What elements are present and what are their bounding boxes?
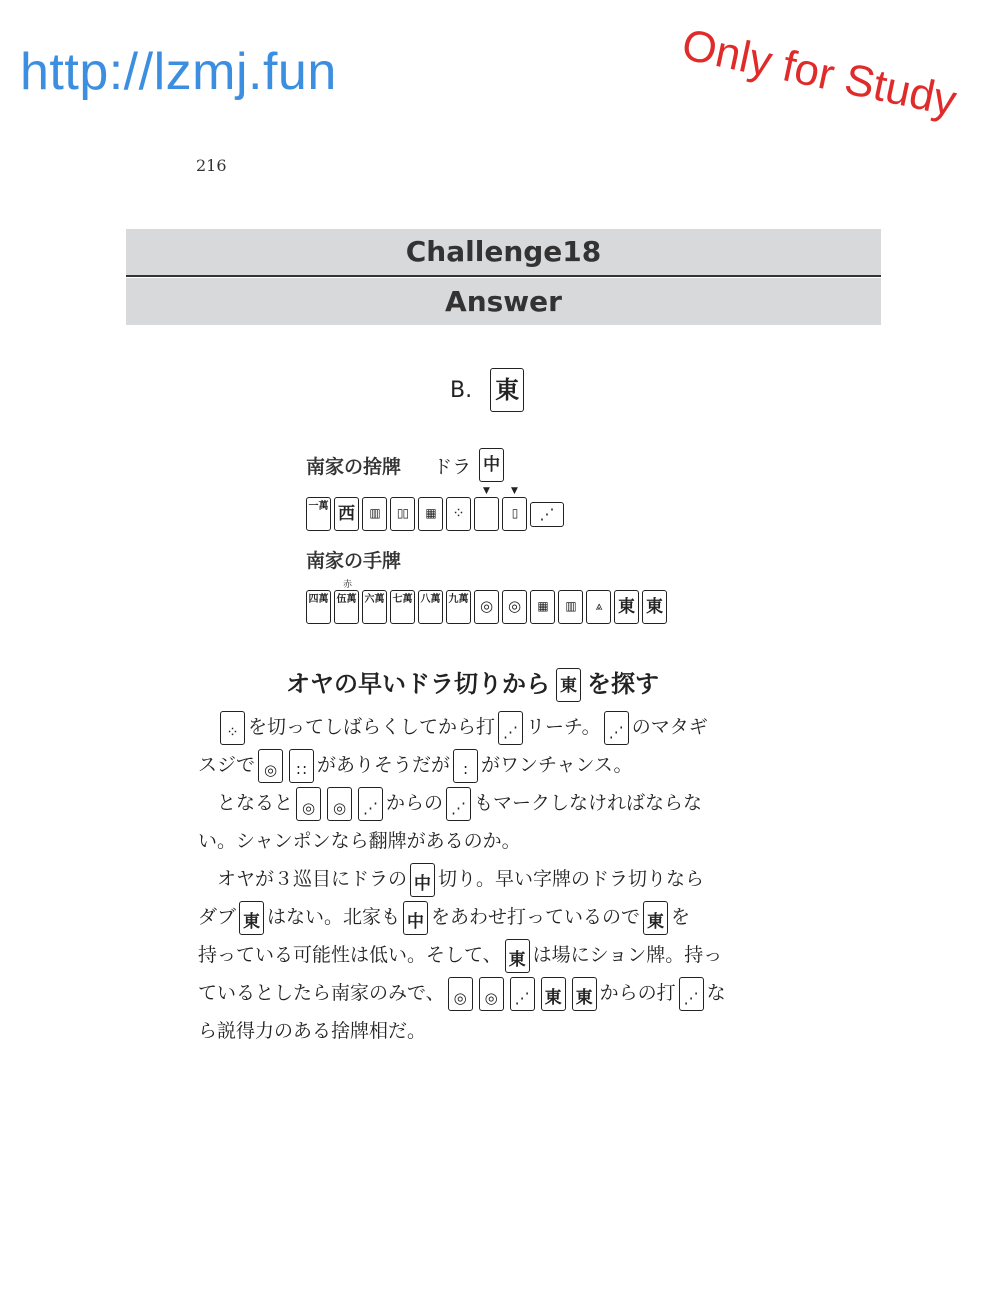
watermark-url: http://lzmj.fun <box>20 43 337 101</box>
body-text <box>198 708 788 1050</box>
paragraph-2: となると ◎ ◎ ⋰ からの ⋰ もマークしなければならな い。シャンポンなら翻牌があるのか。 <box>198 784 788 860</box>
dora-label: ドラ <box>433 455 472 478</box>
tile-red-dragon: 中 <box>403 901 428 935</box>
tile-east: 東 <box>505 939 530 973</box>
answer-line <box>450 368 524 412</box>
page-number: 216 <box>196 156 227 175</box>
challenge-banner: Challenge18 <box>126 229 881 277</box>
tile-4-man: 四萬 <box>306 590 331 624</box>
answer-banner: Answer <box>126 278 881 325</box>
tile-9-man: 九萬 <box>446 590 471 624</box>
tile-1-pin: ◎ <box>448 977 473 1011</box>
tile-4-pin: ∷ <box>289 749 314 783</box>
tile-1-man: 一萬 <box>306 497 331 531</box>
tile-east: 東 <box>239 901 264 935</box>
tile-5-pin: ⁘ <box>220 711 245 745</box>
tile-3-pin: ⋰ <box>358 787 383 821</box>
tile-east: 東 <box>642 590 667 624</box>
tile-east: 東 <box>572 977 597 1011</box>
tile-7-man: 七萬 <box>390 590 415 624</box>
paragraph-3: オヤが３巡目にドラの 中 切り。早い字牌のドラ切りなら ダブ 東 はない。北家も 中 をあわせ打っているので 東 を 持っている可能性は低い。そして、 東 は場にション牌。持っ ているとしたら南家のみで、 ◎ ◎ ⋰ 東 東 からの打 ⋰ な ら説得力のある捨牌相だ。 <box>198 860 788 1050</box>
tile-east: 東 <box>614 590 639 624</box>
tile-red-5-man: 赤 伍萬 <box>334 590 359 624</box>
south-discard-header <box>306 448 504 482</box>
tile-1-pin: ◎ <box>479 977 504 1011</box>
tile-3-pin: ⋰ <box>498 711 523 745</box>
tile-1-pin: ◎ <box>296 787 321 821</box>
tile-white-dragon: ▼ <box>474 497 499 531</box>
tile-8-sou: ⩓ <box>586 590 611 624</box>
answer-tile-east: 東 <box>490 368 524 412</box>
tile-1-pin: ◎ <box>327 787 352 821</box>
tile-3-pin: ⋰ <box>510 977 535 1011</box>
tile-3-pin-sideways: ⋰ <box>530 502 564 527</box>
tile-3-pin: ⋰ <box>679 977 704 1011</box>
dora-tile-red-dragon: 中 <box>479 448 504 482</box>
answer-label: B. <box>450 377 473 403</box>
tile-east: 東 <box>541 977 566 1011</box>
heading-tile-east: 東 <box>556 668 581 702</box>
south-discards-title: 南家の捨牌 <box>306 455 402 478</box>
south-discard-tiles <box>306 486 567 531</box>
tile-3-pin: ⋰ <box>604 711 629 745</box>
tile-6-man: 六萬 <box>362 590 387 624</box>
south-hand-title: 南家の手牌 <box>306 550 402 572</box>
tile-6-sou: ▦ <box>530 590 555 624</box>
tile-2-pin: ∶ <box>453 749 478 783</box>
south-hand-tiles <box>306 580 670 624</box>
tile-west: 西 <box>334 497 359 531</box>
tile-9-sou: ▦ <box>418 497 443 531</box>
tile-red-dragon: 中 <box>410 863 435 897</box>
tile-3-pin: ⋰ <box>446 787 471 821</box>
tile-1-pin: ◎ <box>502 590 527 624</box>
tile-8-man: 八萬 <box>418 590 443 624</box>
tile-7-sou: ▥ <box>558 590 583 624</box>
tile-4-sou: ▯▯ <box>390 497 415 531</box>
section-heading: オヤの早いドラ切りから 東 を探す <box>286 664 659 702</box>
tile-2-sou: ▼ ▯ <box>502 497 527 531</box>
tile-1-pin: ◎ <box>474 590 499 624</box>
tile-5-pin: ⁘ <box>446 497 471 531</box>
tile-8-sou: ▥ <box>362 497 387 531</box>
paragraph-1: ⁘ を切ってしばらくしてから打 ⋰ リーチ。 ⋰ のマタギ スジで ◎ ∷ がありそうだが ∶ がワンチャンス。 <box>198 708 788 784</box>
tile-east: 東 <box>643 901 668 935</box>
watermark-note: Only for Study <box>677 20 961 126</box>
tile-1-pin: ◎ <box>258 749 283 783</box>
